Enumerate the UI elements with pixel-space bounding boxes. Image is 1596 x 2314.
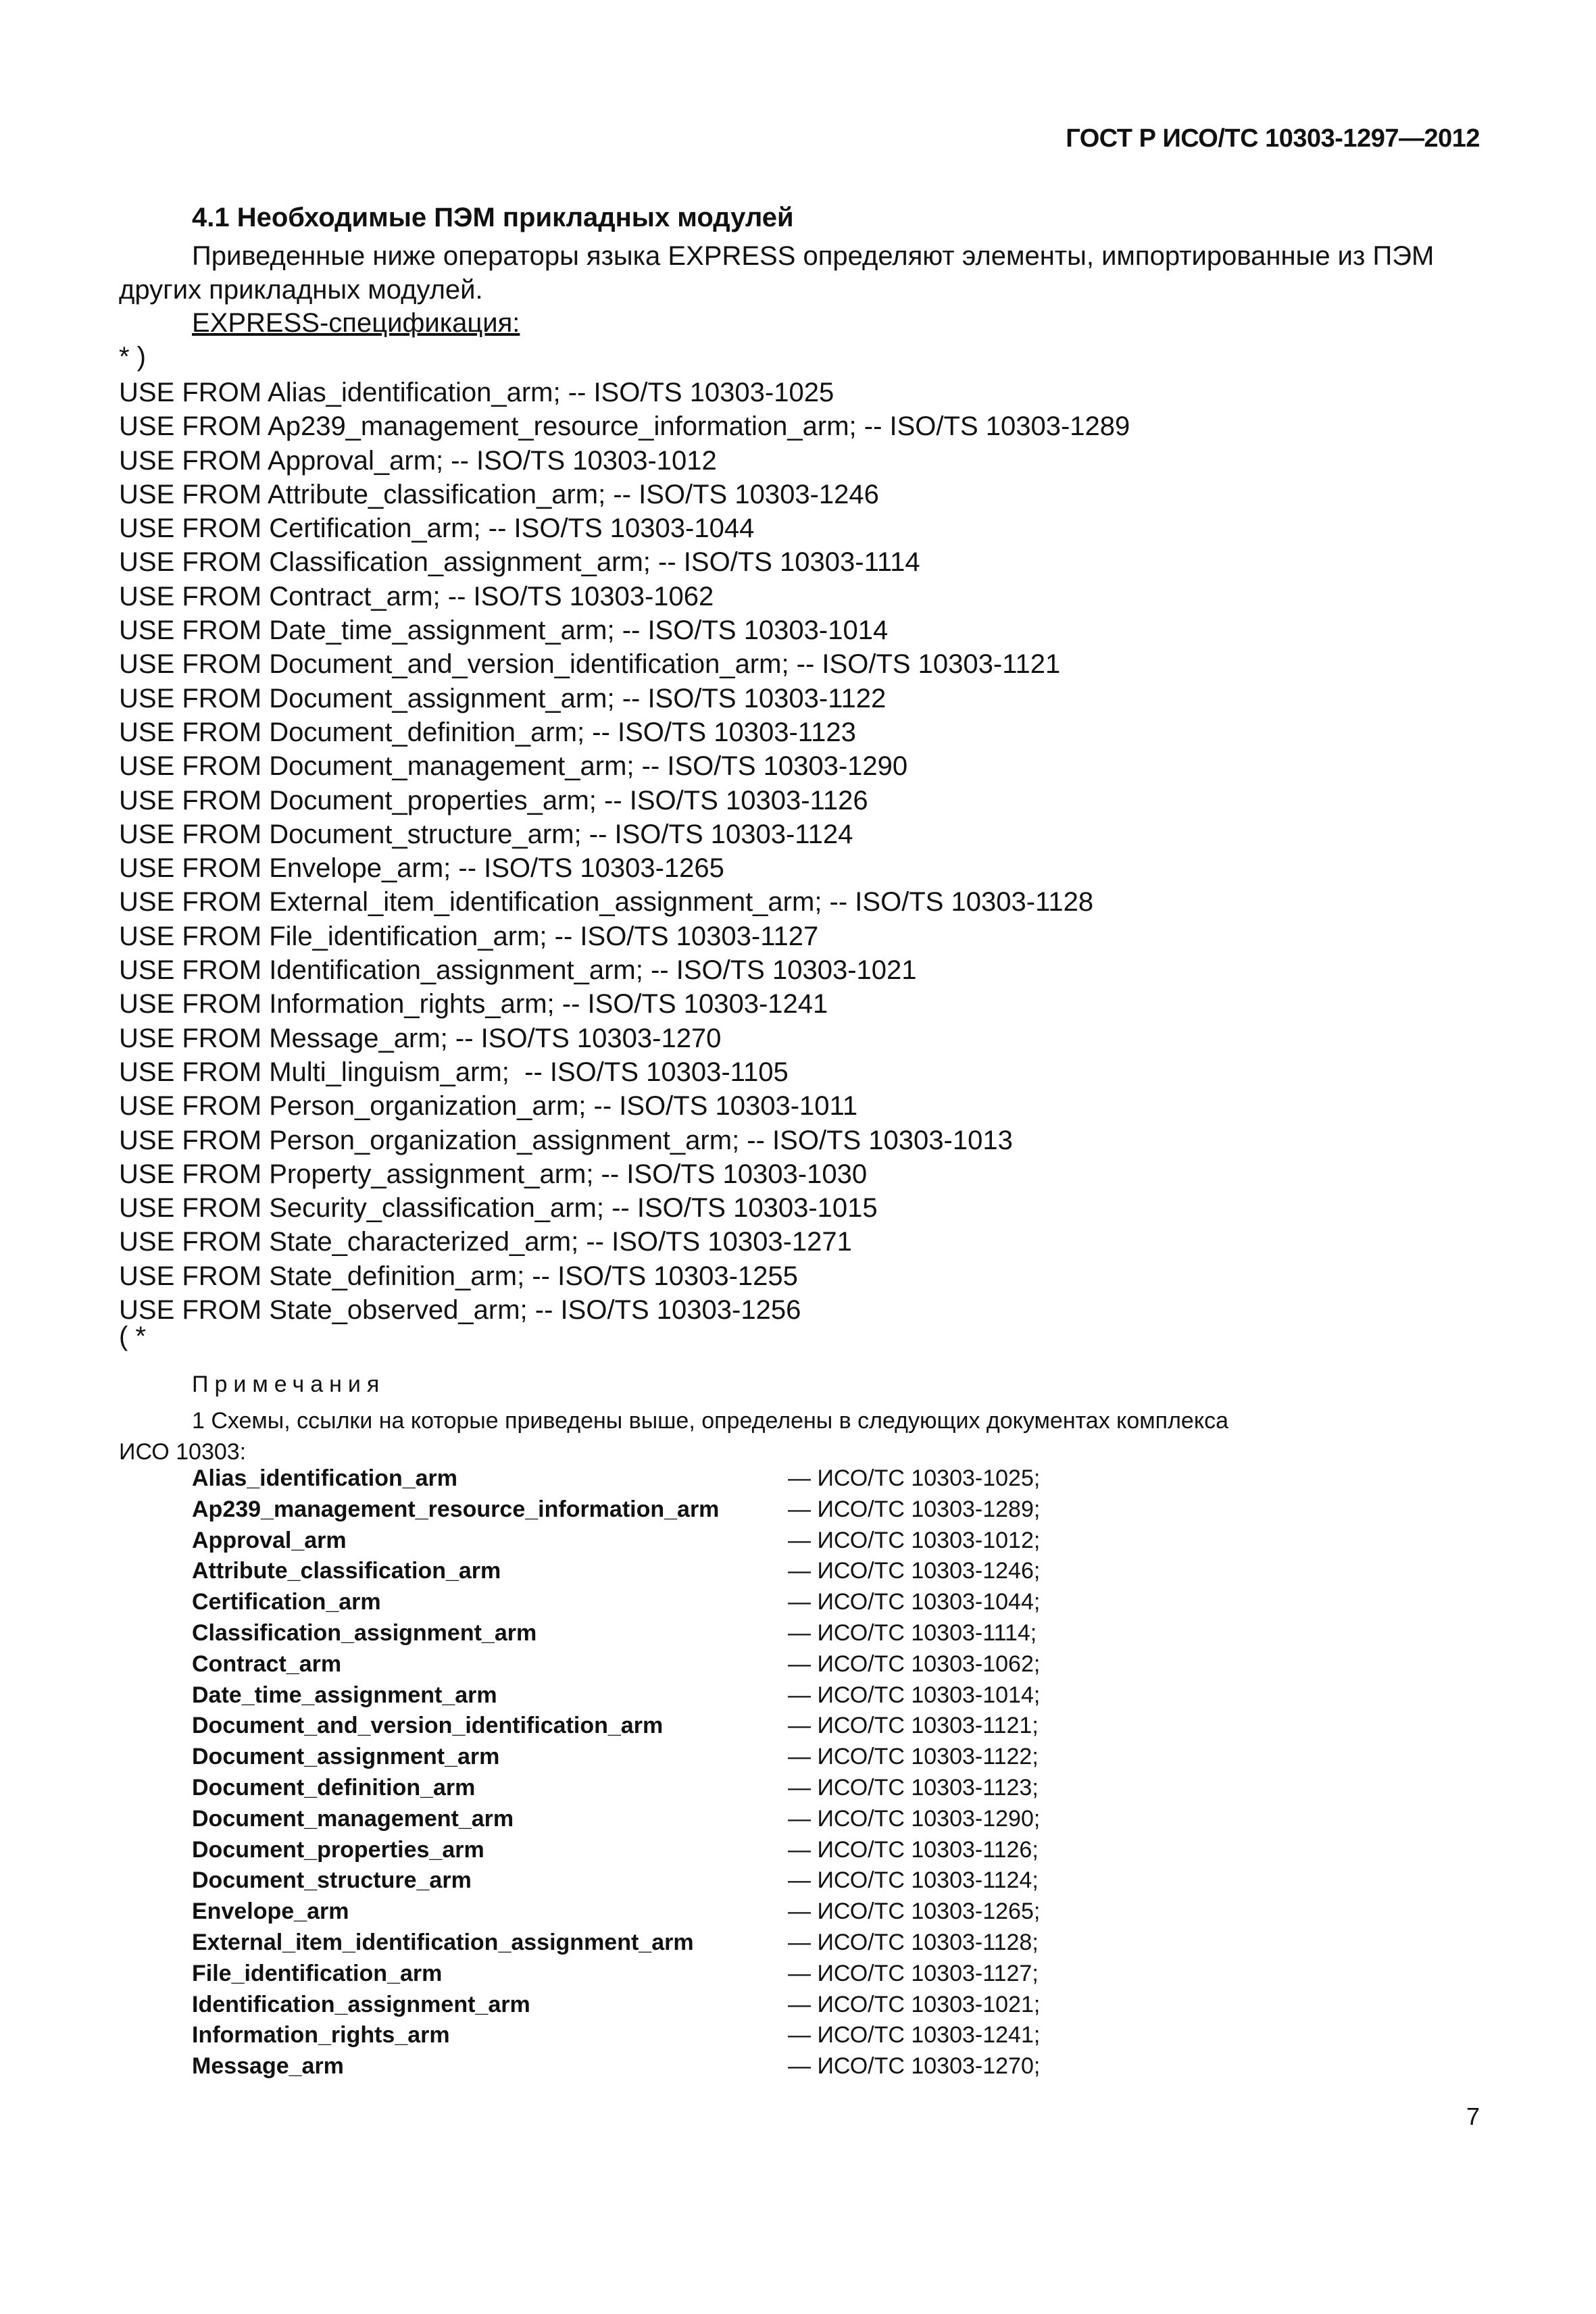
use-from-line: USE FROM Ap239_management_resource_information_arm; -- ISO/TS 10303-1289	[119, 411, 1130, 442]
schema-name: Attribute_classification_arm	[192, 1558, 501, 1584]
express-spec-label: EXPRESS-спецификация:	[192, 308, 520, 338]
schema-ref: — ИСО/ТС 10303-1122;	[788, 1744, 1039, 1770]
schema-name: Date_time_assignment_arm	[192, 1682, 497, 1708]
schema-ref: — ИСО/ТС 10303-1062;	[788, 1651, 1041, 1677]
schema-ref: — ИСО/ТС 10303-1126;	[788, 1836, 1039, 1863]
schema-name: Message_arm	[192, 2053, 344, 2080]
schema-ref: — ИСО/ТС 10303-1114;	[788, 1619, 1037, 1646]
note-1-line-2: ИСО 10303:	[119, 1439, 247, 1465]
schema-name: Document_and_version_identification_arm	[192, 1713, 664, 1739]
notes-title: Примечания	[192, 1372, 386, 1397]
use-from-line: USE FROM Document_and_version_identification_arm; -- ISO/TS 10303-1121	[119, 649, 1061, 680]
schema-ref: — ИСО/ТС 10303-1289;	[788, 1496, 1041, 1522]
schema-ref: — ИСО/ТС 10303-1044;	[788, 1589, 1041, 1615]
use-from-line: USE FROM Alias_identification_arm; -- ISO/TS 10303-1025	[119, 378, 834, 407]
use-from-line: USE FROM Envelope_arm; -- ISO/TS 10303-1265	[119, 853, 724, 884]
use-from-line: USE FROM Document_structure_arm; -- ISO/TS 10303-1124	[119, 819, 853, 849]
note-1-paragraph	[119, 1405, 1477, 1467]
schema-ref: — ИСО/ТС 10303-1121;	[788, 1713, 1039, 1739]
schema-ref: — ИСО/ТС 10303-1270;	[788, 2053, 1041, 2080]
standard-header: ГОСТ Р ИСО/ТС 10303-1297—2012	[1066, 124, 1480, 153]
use-from-line: USE FROM State_observed_arm; -- ISO/TS 10303-1256	[119, 1295, 801, 1326]
schema-ref: — ИСО/ТС 10303-1127;	[788, 1960, 1039, 1986]
schema-name: Envelope_arm	[192, 1898, 349, 1925]
schema-ref: — ИСО/ТС 10303-1128;	[788, 1929, 1039, 1955]
use-from-line: USE FROM Contract_arm; -- ISO/TS 10303-1062	[119, 581, 714, 611]
use-from-line: USE FROM State_characterized_arm; -- ISO/TS 10303-1271	[119, 1227, 852, 1257]
schema-name: Identification_assignment_arm	[192, 1991, 530, 2017]
use-from-line: USE FROM Message_arm; -- ISO/TS 10303-1270	[119, 1023, 722, 1053]
use-from-line: USE FROM Information_rights_arm; -- ISO/TS 10303-1241	[119, 989, 828, 1020]
schema-name: Information_rights_arm	[192, 2022, 450, 2048]
section-title: 4.1 Необходимые ПЭМ прикладных модулей	[192, 203, 794, 232]
use-from-line: USE FROM Attribute_classification_arm; -- ISO/TS 10303-1246	[119, 479, 879, 509]
schema-name: Contract_arm	[192, 1651, 342, 1677]
page-number: 7	[1466, 2103, 1480, 2130]
intro-line-1: Приведенные ниже операторы языка EXPRESS определяют элементы, импортированные из ПЭМ	[192, 241, 1435, 271]
use-from-line: USE FROM Certification_arm; -- ISO/TS 10303-1044	[119, 513, 755, 544]
use-from-line: USE FROM Document_management_arm; -- ISO/TS 10303-1290	[119, 751, 908, 782]
schema-ref: — ИСО/ТС 10303-1021;	[788, 1991, 1041, 2017]
use-from-line: USE FROM Property_assignment_arm; -- ISO/TS 10303-1030	[119, 1159, 868, 1189]
schema-name: Approval_arm	[192, 1527, 347, 1553]
schema-ref: — ИСО/ТС 10303-1124;	[788, 1867, 1039, 1894]
schema-name: Ap239_management_resource_information_arm	[192, 1496, 720, 1522]
schema-name: Alias_identification_arm	[192, 1465, 458, 1491]
use-from-line: USE FROM Document_properties_arm; -- ISO/TS 10303-1126	[119, 785, 868, 815]
use-from-line: USE FROM State_definition_arm; -- ISO/TS 10303-1255	[119, 1261, 798, 1291]
schema-ref: — ИСО/ТС 10303-1265;	[788, 1898, 1041, 1925]
use-from-line: USE FROM Security_classification_arm; -- ISO/TS 10303-1015	[119, 1193, 878, 1224]
schema-ref: — ИСО/ТС 10303-1014;	[788, 1682, 1041, 1708]
use-from-line: USE FROM Identification_assignment_arm; -- ISO/TS 10303-1021	[119, 955, 917, 986]
use-from-line: USE FROM Approval_arm; -- ISO/TS 10303-1012	[119, 445, 717, 476]
schema-name: Document_management_arm	[192, 1805, 514, 1832]
schema-ref: — ИСО/ТС 10303-1123;	[788, 1774, 1039, 1801]
schema-ref: — ИСО/ТС 10303-1246;	[788, 1558, 1041, 1584]
schema-name: Document_assignment_arm	[192, 1744, 500, 1770]
use-from-line: USE FROM File_identification_arm; -- ISO/TS 10303-1127	[119, 921, 819, 951]
use-from-line: USE FROM Document_assignment_arm; -- ISO/TS 10303-1122	[119, 683, 887, 713]
schema-ref: — ИСО/ТС 10303-1012;	[788, 1527, 1041, 1553]
use-from-line: USE FROM Multi_linguism_arm; -- ISO/TS 10303-1105	[119, 1057, 789, 1087]
code-open-marker: * )	[119, 342, 146, 372]
use-from-line: USE FROM Classification_assignment_arm; -- ISO/TS 10303-1114	[119, 547, 920, 578]
schema-name: Certification_arm	[192, 1589, 381, 1615]
code-close-marker: ( *	[119, 1322, 146, 1351]
schema-name: Document_structure_arm	[192, 1867, 472, 1894]
use-from-line: USE FROM External_item_identification_assignment_arm; -- ISO/TS 10303-1128	[119, 887, 1094, 917]
use-from-line: USE FROM Date_time_assignment_arm; -- ISO/TS 10303-1014	[119, 615, 889, 646]
use-from-list	[119, 376, 1130, 1327]
note-1-line-1: 1 Схемы, ссылки на которые приведены выше, определены в следующих документах комплекса	[192, 1408, 1229, 1434]
schema-name: Document_definition_arm	[192, 1774, 476, 1801]
use-from-line: USE FROM Person_organization_arm; -- ISO/TS 10303-1011	[119, 1091, 858, 1122]
schema-name: Document_properties_arm	[192, 1836, 484, 1863]
intro-line-2: других прикладных модулей.	[119, 275, 483, 305]
schema-ref: — ИСО/ТС 10303-1290;	[788, 1805, 1041, 1832]
schema-ref: — ИСО/ТС 10303-1241;	[788, 2022, 1041, 2048]
schema-ref: — ИСО/ТС 10303-1025;	[788, 1465, 1041, 1491]
use-from-line: USE FROM Document_definition_arm; -- ISO/TS 10303-1123	[119, 717, 856, 747]
schema-name: External_item_identification_assignment_arm	[192, 1929, 694, 1955]
schema-name: File_identification_arm	[192, 1960, 443, 1986]
use-from-line: USE FROM Person_organization_assignment_arm; -- ISO/TS 10303-1013	[119, 1125, 1013, 1155]
schema-name: Classification_assignment_arm	[192, 1619, 537, 1646]
